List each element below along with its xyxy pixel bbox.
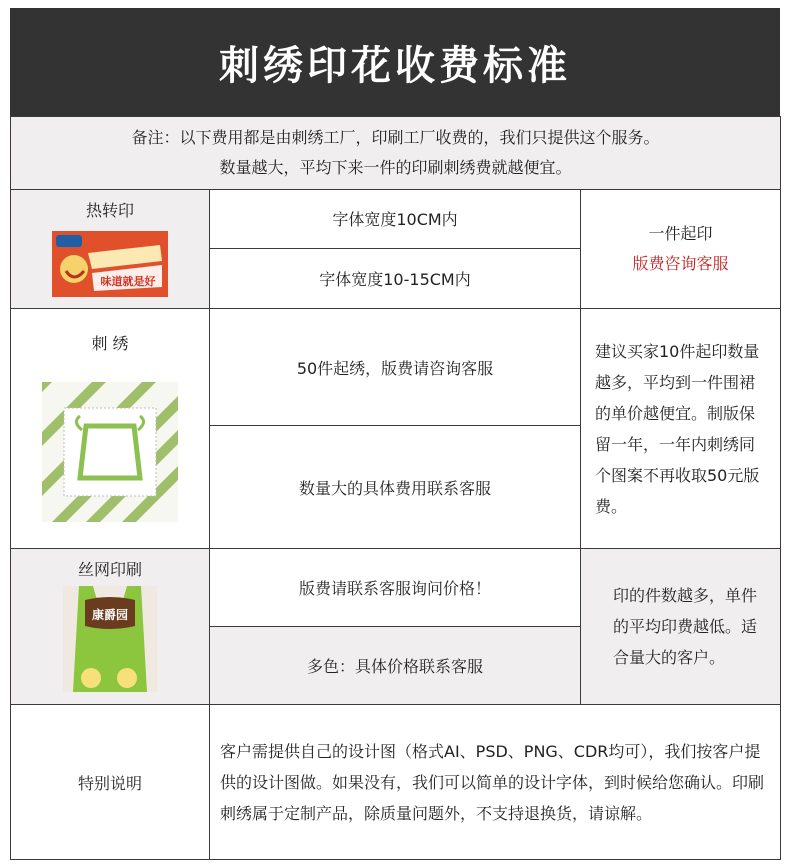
screen-print-image-text: 康爵园 <box>91 608 129 622</box>
embroidery-sample-image <box>42 382 178 522</box>
screen-print-row-1 <box>11 549 781 627</box>
heat-transfer-side-line-2: 版费咨询客服 <box>632 254 729 273</box>
note-cell <box>11 117 781 190</box>
embroidery-label: 刺 绣 <box>91 334 129 353</box>
page-title: 刺绣印花收费标准 <box>10 8 780 116</box>
screen-print-label: 丝网印刷 <box>77 560 142 579</box>
embroidery-side-text: 建议买家10件起印数量越多，平均到一件围裙的单价越便宜。制版保留一年，一年内刺绣同个图案不再收取50元版费。 <box>581 309 781 549</box>
embroidery-row-1 <box>11 309 781 426</box>
screen-print-side-text: 印的件数越多，单件的平均印费越低。适合量大的客户。 <box>581 549 781 705</box>
heat-transfer-sample-image <box>52 231 168 297</box>
screen-print-option-2: 多色：具体价格联系客服 <box>210 627 581 705</box>
heat-transfer-label: 热转印 <box>85 200 134 220</box>
screen-print-label-cell <box>11 549 210 705</box>
note-row <box>11 117 781 190</box>
embroidery-label-cell <box>11 309 210 549</box>
special-label: 特别说明 <box>11 705 210 860</box>
pricing-table <box>10 116 781 860</box>
special-text: 客户需提供自己的设计图（格式AI、PSD、PNG、CDR均可），我们按客户提供的设计图做。如果没有，我们可以简单的设计字体，到时候给您确认。印刷刺绣属于定制产品，除质量问题外，不支持退换货，请谅解。 <box>210 705 781 860</box>
embroidery-option-2: 数量大的具体费用联系客服 <box>210 426 581 549</box>
heat-transfer-side-cell <box>581 190 781 309</box>
heat-transfer-image-text: 味道就是好 <box>100 274 156 288</box>
heat-transfer-option-1: 字体宽度10CM内 <box>210 190 581 249</box>
note-line-2: 数量越大，平均下来一件的印刷刺绣费就越便宜。 <box>219 158 572 177</box>
pricing-sheet <box>10 8 780 860</box>
screen-print-option-1: 版费请联系客服询问价格！ <box>210 549 581 627</box>
note-line-1: 备注：以下费用都是由刺绣工厂，印刷工厂收费的，我们只提供这个服务。 <box>131 128 660 147</box>
heat-transfer-side-line-1: 一件起印 <box>648 224 713 243</box>
special-row <box>11 705 781 860</box>
heat-transfer-row-1 <box>11 190 781 249</box>
heat-transfer-option-2: 字体宽度10-15CM内 <box>210 248 581 308</box>
embroidery-option-1: 50件起绣，版费请咨询客服 <box>210 309 581 426</box>
screen-print-sample-image <box>63 586 157 692</box>
heat-transfer-label-cell <box>11 190 210 309</box>
